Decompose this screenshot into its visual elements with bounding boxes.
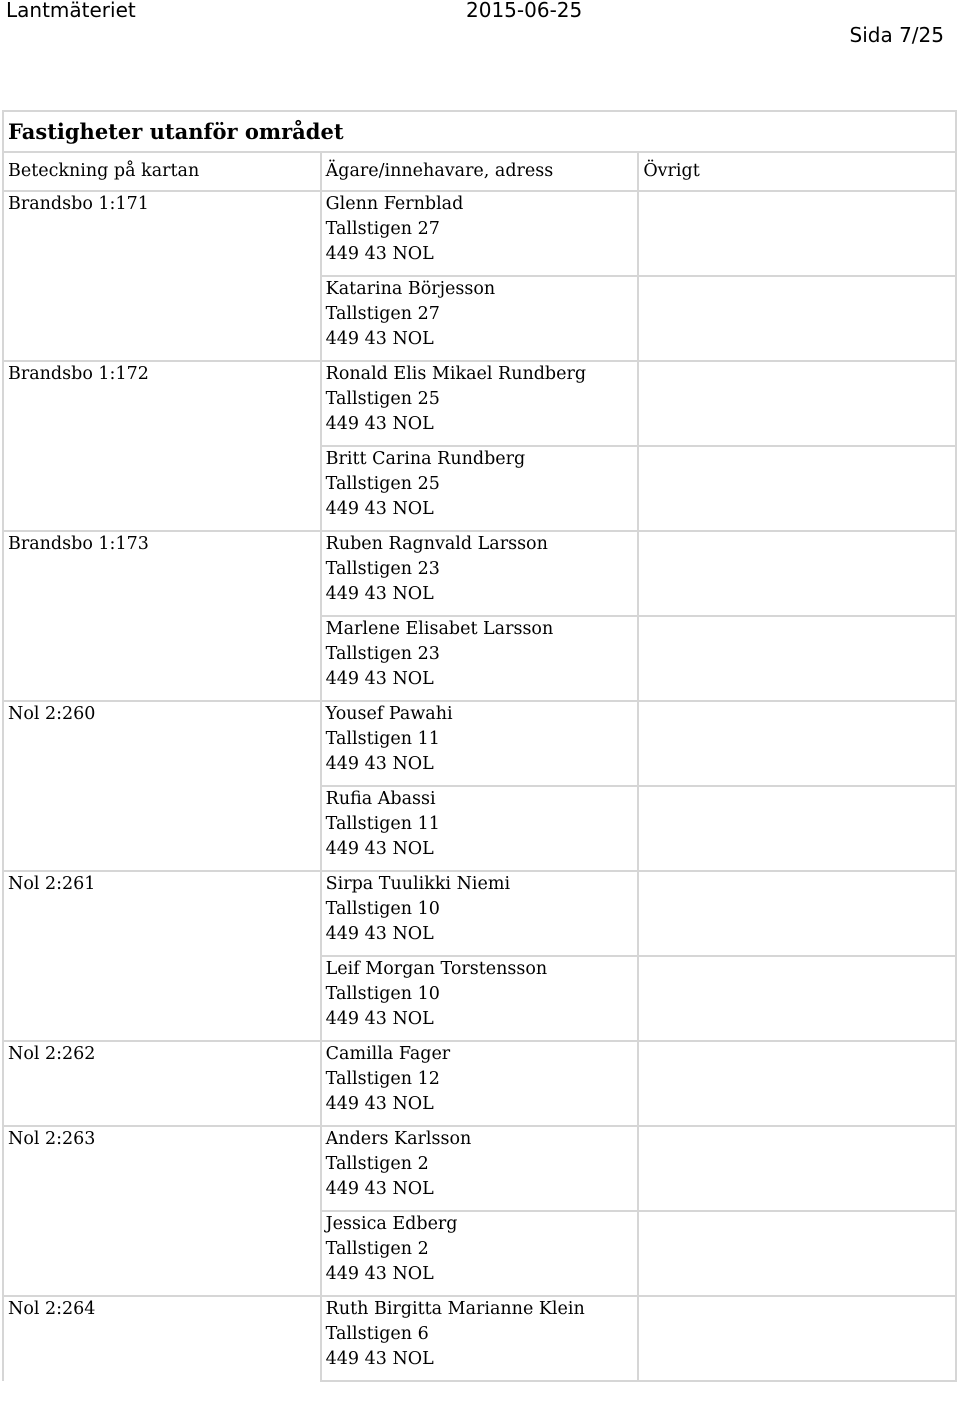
other-cell — [638, 531, 956, 616]
owner-cell — [321, 446, 639, 531]
owner-cell — [321, 701, 639, 786]
owner-street: Tallstigen 2 — [325, 1154, 429, 1174]
owner-name: Ruben Ragnvald Larsson — [325, 534, 548, 554]
owner-postal: 449 43 NOL — [325, 839, 434, 859]
owner-name: Ruth Birgitta Marianne Klein — [325, 1299, 585, 1319]
page-number: Sida 7/25 — [849, 23, 944, 47]
owner-postal: 449 43 NOL — [325, 1349, 434, 1369]
property-designation — [3, 786, 321, 871]
table-row — [3, 1296, 956, 1381]
property-designation — [3, 276, 321, 361]
property-designation: Nol 2:261 — [3, 871, 321, 956]
owner-cell — [321, 956, 639, 1041]
other-cell — [638, 361, 956, 446]
owner-postal: 449 43 NOL — [325, 924, 434, 944]
table-row — [3, 956, 956, 1041]
owner-name: Yousef Pawahi — [325, 704, 453, 724]
other-cell — [638, 616, 956, 701]
owner-street: Tallstigen 2 — [325, 1239, 429, 1259]
owner-cell — [321, 1296, 639, 1381]
owner-name: Marlene Elisabet Larsson — [325, 619, 554, 639]
owner-cell — [321, 1211, 639, 1296]
owner-name: Ronald Elis Mikael Rundberg — [325, 364, 587, 384]
owner-cell — [321, 191, 639, 276]
property-designation: Brandsbo 1:171 — [3, 191, 321, 276]
owner-cell — [321, 871, 639, 956]
owner-name: Glenn Fernblad — [325, 194, 464, 214]
owner-cell — [321, 616, 639, 701]
owner-cell — [321, 786, 639, 871]
table-row — [3, 446, 956, 531]
owner-street: Tallstigen 11 — [325, 814, 440, 834]
table-row — [3, 531, 956, 616]
owner-street: Tallstigen 25 — [325, 474, 440, 494]
table-row — [3, 871, 956, 956]
owner-postal: 449 43 NOL — [325, 669, 434, 689]
other-cell — [638, 1126, 956, 1211]
column-header-row — [3, 152, 956, 191]
owner-street: Tallstigen 6 — [325, 1324, 429, 1344]
owner-cell — [321, 1126, 639, 1211]
owner-name: Rufia Abassi — [325, 789, 436, 809]
owner-postal: 449 43 NOL — [325, 1094, 434, 1114]
owner-cell — [321, 531, 639, 616]
other-cell — [638, 956, 956, 1041]
property-designation — [3, 616, 321, 701]
owner-cell — [321, 276, 639, 361]
other-cell — [638, 446, 956, 531]
owner-postal: 449 43 NOL — [325, 414, 434, 434]
table-row — [3, 276, 956, 361]
organization-name: Lantmäteriet — [6, 0, 136, 22]
owner-street: Tallstigen 23 — [325, 559, 440, 579]
other-cell — [638, 871, 956, 956]
owner-name: Katarina Börjesson — [325, 279, 496, 299]
property-designation: Brandsbo 1:173 — [3, 531, 321, 616]
properties-table — [2, 110, 957, 1382]
owner-name: Britt Carina Rundberg — [325, 449, 526, 469]
owner-postal: 449 43 NOL — [325, 1264, 434, 1284]
other-cell — [638, 1211, 956, 1296]
table-row — [3, 1126, 956, 1211]
property-designation — [3, 1211, 321, 1296]
column-header-other: Övrigt — [638, 152, 956, 191]
other-cell — [638, 191, 956, 276]
other-cell — [638, 276, 956, 361]
owner-postal: 449 43 NOL — [325, 329, 434, 349]
table-row — [3, 701, 956, 786]
owner-street: Tallstigen 27 — [325, 219, 440, 239]
document-date: 2015-06-25 — [466, 0, 583, 22]
owner-postal: 449 43 NOL — [325, 499, 434, 519]
owner-street: Tallstigen 27 — [325, 304, 440, 324]
table-row — [3, 616, 956, 701]
owner-street: Tallstigen 23 — [325, 644, 440, 664]
table-row — [3, 1041, 956, 1126]
owner-name: Anders Karlsson — [325, 1129, 472, 1149]
property-designation: Nol 2:264 — [3, 1296, 321, 1381]
owner-street: Tallstigen 11 — [325, 729, 440, 749]
owner-postal: 449 43 NOL — [325, 1009, 434, 1029]
owner-name: Camilla Fager — [325, 1044, 451, 1064]
other-cell — [638, 786, 956, 871]
owner-street: Tallstigen 12 — [325, 1069, 440, 1089]
table-row — [3, 1211, 956, 1296]
other-cell — [638, 1296, 956, 1381]
section-title: Fastigheter utanför området — [3, 111, 956, 152]
table-title-row — [3, 111, 956, 152]
owner-cell — [321, 361, 639, 446]
owner-postal: 449 43 NOL — [325, 1179, 434, 1199]
owner-name: Sirpa Tuulikki Niemi — [325, 874, 511, 894]
other-cell — [638, 701, 956, 786]
owner-street: Tallstigen 10 — [325, 899, 440, 919]
owner-street: Tallstigen 25 — [325, 389, 440, 409]
property-designation — [3, 446, 321, 531]
property-designation: Nol 2:263 — [3, 1126, 321, 1211]
owner-name: Leif Morgan Torstensson — [325, 959, 548, 979]
owner-name: Jessica Edberg — [325, 1214, 458, 1234]
owner-street: Tallstigen 10 — [325, 984, 440, 1004]
other-cell — [638, 1041, 956, 1126]
owner-postal: 449 43 NOL — [325, 244, 434, 264]
column-header-designation: Beteckning på kartan — [3, 152, 321, 191]
table-row — [3, 786, 956, 871]
property-designation: Brandsbo 1:172 — [3, 361, 321, 446]
page-header — [0, 0, 960, 60]
column-header-owner: Ägare/innehavare, adress — [321, 152, 639, 191]
property-designation: Nol 2:260 — [3, 701, 321, 786]
owner-postal: 449 43 NOL — [325, 754, 434, 774]
property-designation: Nol 2:262 — [3, 1041, 321, 1126]
owner-cell — [321, 1041, 639, 1126]
table-row — [3, 361, 956, 446]
table-row — [3, 191, 956, 276]
property-designation — [3, 956, 321, 1041]
owner-postal: 449 43 NOL — [325, 584, 434, 604]
